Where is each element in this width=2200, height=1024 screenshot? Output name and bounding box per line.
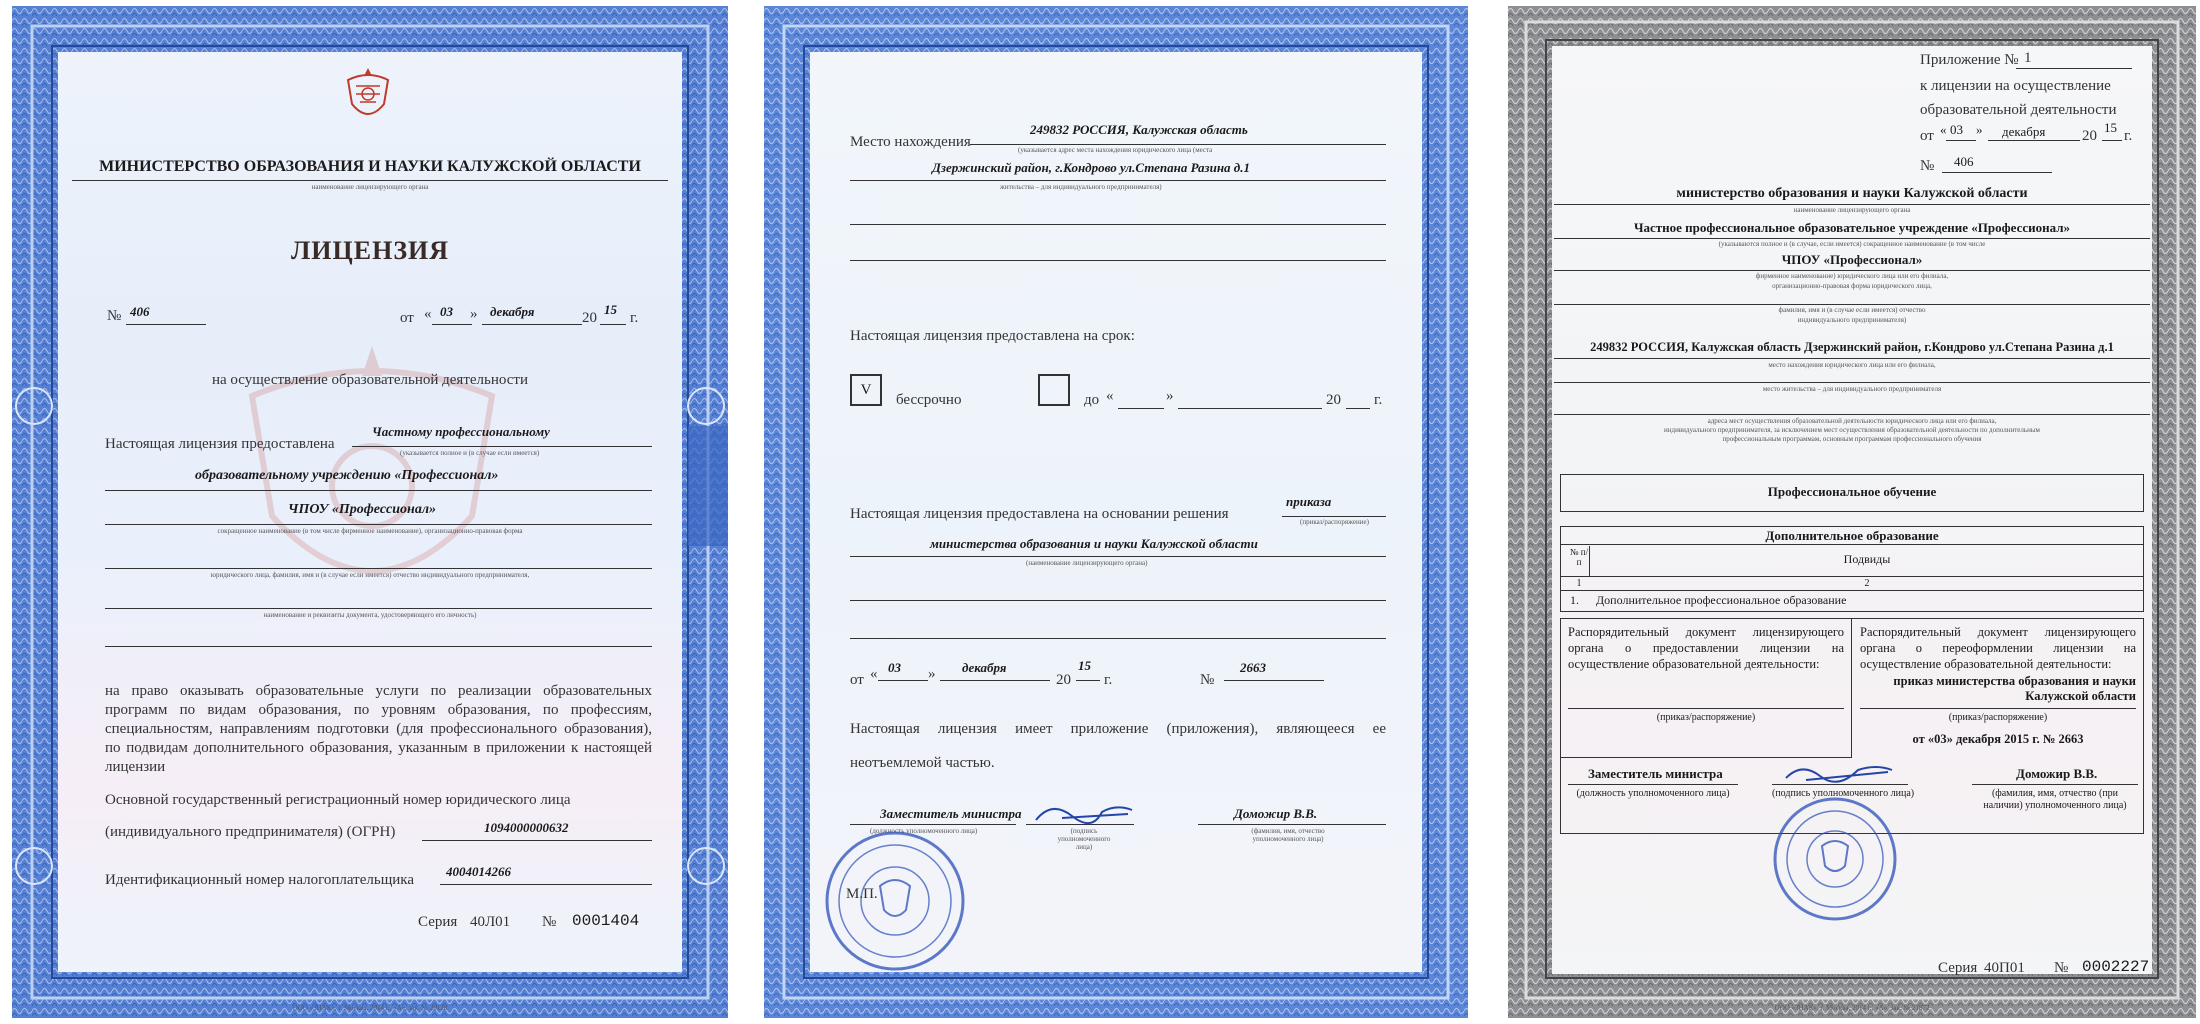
appendix-address-caption-2: место жительства – для индивидуального предпринимателя — [1762, 385, 1942, 393]
caption-signature: (подпись уполномоченного лица) — [1057, 827, 1111, 851]
doc-left-caption: (приказ/распоряжение) — [1656, 712, 1756, 723]
ministry-title: МИНИСТЕРСТВО ОБРАЗОВАНИЯ И НАУКИ КАЛУЖСКОЙ ОБЛАСТИ — [99, 158, 641, 175]
col2-number: 2 — [1864, 578, 1870, 589]
series-value: 40Л01 — [470, 914, 511, 930]
quote-open: « — [1106, 388, 1114, 404]
coat-of-arms-emblem — [338, 64, 398, 128]
caption-name: (фамилия, имя, отчество уполномоченного лица) — [1251, 827, 1325, 843]
professional-training-title: Профессиональное обучение — [1767, 484, 1937, 499]
activity-line: на осуществление образовательной деятельности — [211, 372, 529, 388]
decision-day: 03 — [888, 660, 901, 675]
holder-line2: образовательному учреждению «Профессионал» — [195, 468, 499, 483]
license-back-page: Место нахождения 249832 РОССИЯ, Калужская область (указывается адрес места нахождения юридического лица (места Дзержинский район, г.Кондрово ул.Степана Разина д.1 жительства – для индивидуального предпринимателя) Настоящая лицензия предоставлена на срок: V бессрочно до « » 20 г. Настоящая лицензия предоставлена на основании решения приказа (приказ/распоряжение) министерства образования и науки Калужской области (наименование лицензирующего органа) от « 03 » декабря 20 15 г. № 2663 Настоящая лицензия имеет приложение (приложения), являющееся ее неотъемлемой частью. Заместитель министра (должность уполномоченного лица) (подпись уполномоченного лица) Доможир В.В. (фамилия, имя, отчество уполномоченного лица) М.П. — [764, 6, 1468, 1018]
inn-value: 4004014266 — [446, 864, 511, 879]
until-year-suffix: г. — [1374, 392, 1383, 408]
decision-year-prefix: 20 — [1056, 672, 1071, 688]
decision-number: 2663 — [1240, 660, 1266, 675]
appendix-org-caption-3: организационно-правовая форма юридического лица, — [1772, 282, 1932, 290]
appendix-series-value: 40П01 — [1984, 960, 2025, 976]
appendix-address: 249832 РОССИЯ, Калужская область Дзержинский район, г.Кондрово ул.Степана Разина д.1 — [1590, 340, 2114, 354]
appendix-official-stamp — [1770, 794, 1900, 924]
number-label: № — [107, 308, 122, 324]
address-line1: 249832 РОССИЯ, Калужская область — [1030, 122, 1248, 137]
appendix-serial-number: 0002227 — [2082, 958, 2150, 976]
appendix-date-month: декабря — [2002, 124, 2046, 139]
appendix-places-caption-1: адреса мест осуществления образовательной деятельности юридического лица или его филиала, — [1707, 417, 1997, 425]
license-number: 406 — [130, 304, 150, 319]
appendix-org-caption-5: индивидуального предпринимателя) — [1797, 316, 1907, 324]
decision-year: 15 — [1078, 658, 1091, 673]
holder-caption1: (указывается полное и (в случае если имеется) — [400, 449, 540, 457]
date-year-prefix: 20 — [582, 310, 597, 326]
appendix-address-caption-1: место нахождения юридического лица или его филиала, — [1768, 361, 1936, 369]
holder-line3: ЧПОУ «Профессионал» — [288, 502, 437, 517]
caption-3: юридического лица, фамилия, имя и (в случае если имеется) отчество индивидуального предпринимателя, — [210, 571, 530, 579]
appendix-license-no-label: № — [1920, 158, 1935, 174]
doc-left-text: Распорядительный документ лицензирующего органа о предоставлении лицензии на осуществление образовательной деятельности: — [1568, 625, 1844, 671]
decision-year-suffix: г. — [1104, 672, 1113, 688]
printer-info: ООО «ЗНАК», г. Москва, 2014 г., «А», зак. № 20128 — [292, 1004, 448, 1012]
serial-number-label: № — [542, 914, 557, 930]
decision-month: декабря — [962, 660, 1007, 675]
appendix-line-3: образовательной деятельности — [1920, 102, 2117, 118]
appendix-org-caption-1: (указываются полное и (в случае, если имеется) сокращенное наименование (в том числе — [1718, 240, 1986, 248]
basis-document: приказа — [1286, 494, 1332, 509]
rights-text: на право оказывать образовательные услуги по реализации образовательных программ по видам образования, по уровням образования, по профессиям, специальностям, направлениям подготовки (для профессионального образования), по подвидам дополнительного образования, указанным в приложении к настоящей лицензии — [105, 683, 652, 775]
appendix-caption-position: (должность уполномоченного лица) — [1576, 788, 1730, 799]
indefinite-checkbox[interactable]: V — [850, 374, 882, 406]
serial-number: 0001404 — [572, 912, 640, 930]
signer-position: Заместитель министра — [880, 806, 1022, 821]
term-until-checkbox[interactable] — [1038, 374, 1070, 406]
address-line2: Дзержинский район, г.Кондрово ул.Степана Разина д.1 — [932, 160, 1251, 175]
term-label: Настоящая лицензия предоставлена на срок: — [850, 328, 1135, 344]
series-label: Серия — [418, 914, 458, 930]
address-caption: (указывается адрес места нахождения юридического лица (места — [1018, 146, 1213, 154]
caption-position: (должность уполномоченного лица) — [870, 827, 978, 835]
date-from-label: от — [400, 310, 414, 326]
date-month: декабря — [490, 304, 535, 319]
inn-label: Идентификационный номер налогоплательщика — [105, 872, 415, 888]
appendix-printer-info: ООО «ЗНАК», г. Москва, 2014 г., «А», зак. № 21872 — [1774, 1004, 1930, 1012]
location-label: Место нахождения — [850, 134, 971, 150]
license-page: МИНИСТЕРСТВО ОБРАЗОВАНИЯ И НАУКИ КАЛУЖСКОЙ ОБЛАСТИ наименование лицензирующего органа ЛИЦЕНЗИЯ № 406 от « 03 » декабря 20 15 г. на осуществление образовательной деятельности Настоящая лицензия предоставлена Частному профессиональному (указывается полное и (в случае если имеется) образовательному учреждению «Профессионал» ЧПОУ «Профессионал» сокращенное наименование (в том числе фирменное наименование), организационно-правовая форма юридического лица, фамилия, имя и (в случае если имеется) отчество индивидуального предпринимателя, наименование и реквизиты документа, удостоверяющего его личность) на право оказывать образовательные услуги по реализации образовательных программ по видам образования, по уровням образования, по профессиям, специальностям, направлениям подготовки (для профессионального образования), по подвидам дополнительного образования, указанным в приложении к настоящей лицензии Основной государственный регистрационный номер юридического лица (индивидуального предпринимателя) (ОГРН) 1094000000632 Идентификационный номер налогоплательщика 4004014266 Серия 40Л01 № 0001404 ООО «ЗНАК», г. Москва, 2014 г., «А», зак. № 20128 — [12, 6, 728, 1018]
appendix-signer-position: Заместитель министра — [1588, 766, 1723, 781]
appendix-note: Настоящая лицензия имеет приложение (приложения), являющееся ее неотъемлемой частью. — [850, 721, 1386, 771]
appendix-series-label: Серия — [1938, 960, 1978, 976]
until-label: до — [1084, 392, 1100, 408]
appendix-places-caption-2: индивидуального предпринимателя, за исключением мест осуществления образовательной деятельности по дополнительным — [1664, 426, 2040, 434]
caption-2: сокращенное наименование (в том числе фирменное наименование), организационно-правовая форма — [217, 527, 523, 535]
col1-number: 1 — [1576, 578, 1582, 589]
additional-education-title: Дополнительное образование — [1765, 528, 1939, 543]
appendix-year-prefix: 20 — [2082, 128, 2097, 144]
until-year-prefix: 20 — [1326, 392, 1341, 408]
appendix-org-caption-2: фирменное наименование) юридического лица или его филиала, — [1755, 272, 1949, 280]
appendix-ministry: министерство образования и науки Калужской области — [1676, 186, 2028, 201]
date-year: 15 — [604, 302, 617, 317]
row1-subtype: Дополнительное профессиональное образование — [1596, 593, 1847, 607]
holder-line1: Частному профессиональному — [372, 424, 550, 439]
appendix-org-caption-4: фамилия, имя и (в случае если имеется) отчество — [1778, 306, 1926, 314]
appendix-serial-no-label: № — [2054, 960, 2069, 976]
basis-org-caption: (наименование лицензирующего органа) — [1026, 559, 1148, 567]
appendix-page: Приложение № 1 к лицензии на осуществление образовательной деятельности от « 03 » декабря 20 15 г. № 406 министерство образования и науки Калужской области наименование лицензирующего органа Частное профессиональное образовательное учреждение «Профессионал» (указываются полное и (в случае, если имеется) сокращенное наименование (в том числе ЧПОУ «Профессионал» фирменное наименование) юридического лица или его филиала, организационно-правовая форма юридического лица, фамилия, имя и (в случае если имеется) отчество индивидуального предпринимателя) 249832 РОССИЯ, Калужская область Дзержинский район, г.Кондрово ул.Степана Разина д.1 место нахождения юридического лица или его филиала, место жительства – для индивидуального предпринимателя адреса мест осуществления образовательной деятельности юридического лица или его филиала, индивидуального предпринимателя, за исключением мест осуществления образовательной деятельности по дополнительным профессиональным программам, основным программам профессионального обучения Профессиональное обучение Дополнительное образование № п/п Подвиды 1 2 1. Дополнительное профессиональное образование Распорядительный документ лицензирующего органа о предоставлении лицензии на осуществление образовательной деятельности: (приказ/распоряжение) Распорядительный документ лицензирующего органа о переоформлении лицензии на осуществление образовательной деятельности: приказ министерства образования и науки Калужской области (приказ/распоряжение) от «03» декабря 2015 г. № 2663 Заместитель министра (должность уполномоченного лица) (подпись уполномоченного лица) Доможир В.В. (фамилия, имя, отчество (при наличии) уполномоченного лица) Серия 40П01 № 0002227 ООО «ЗНАК», г. Москва, 2014 г., «А», зак. № 21872 — [1508, 6, 2196, 1018]
appendix-date-day: 03 — [1950, 122, 1963, 137]
granted-label: Настоящая лицензия предоставлена — [105, 436, 335, 452]
appendix-year-suffix: г. — [2124, 128, 2133, 144]
appendix-ministry-caption: наименование лицензирующего органа — [1793, 206, 1911, 214]
appendix-date-from-label: от — [1920, 128, 1934, 144]
decision-number-label: № — [1200, 672, 1215, 688]
indefinite-label: бессрочно — [896, 392, 962, 408]
appendix-license-number: 406 — [1954, 154, 1974, 169]
col-no-header: № п/п — [1569, 547, 1589, 567]
appendix-label: Приложение № — [1920, 52, 2019, 68]
row1-number: 1. — [1570, 593, 1579, 607]
col-subtype-header: Подвиды — [1843, 552, 1891, 566]
date-day: 03 — [440, 304, 453, 319]
signer-name: Доможир В.В. — [1234, 806, 1318, 821]
basis-caption: (приказ/распоряжение) — [1300, 518, 1369, 526]
appendix-year: 15 — [2104, 120, 2117, 135]
license-title: ЛИЦЕНЗИЯ — [290, 236, 450, 265]
date-year-suffix: г. — [630, 310, 639, 326]
stamp-place-label: М.П. — [846, 886, 878, 902]
address-caption-2: жительства – для индивидуального предпринимателя) — [1000, 183, 1162, 191]
decision-from-label: от — [850, 672, 864, 688]
appendix-signer-name: Доможир В.В. — [2016, 766, 2098, 781]
official-stamp — [820, 826, 970, 976]
appendix-line-2: к лицензии на осуществление — [1920, 78, 2111, 94]
ministry-caption: наименование лицензирующего органа — [311, 183, 429, 191]
doc-right-caption: (приказ/распоряжение) — [1948, 712, 2048, 723]
doc-date: от «03» декабря 2015 г. № 2663 — [1912, 732, 2084, 746]
appendix-caption-signature: (подпись уполномоченного лица) — [1772, 788, 1915, 799]
ogrn-value: 1094000000632 — [484, 820, 569, 835]
appendix-caption-name: (фамилия, имя, отчество (при наличии) уполномоченного лица) — [1983, 788, 2127, 811]
doc-right-value: приказ министерства образования и науки Калужской области — [1893, 674, 2136, 703]
appendix-org-short: ЧПОУ «Профессионал» — [1781, 252, 1923, 267]
appendix-places-caption-3: профессиональным программам, основным программам профессионального обучения — [1722, 435, 1982, 443]
basis-label: Настоящая лицензия предоставлена на основании решения — [850, 506, 1229, 522]
doc-right-intro: Распорядительный документ лицензирующего органа о переоформлении лицензии на осуществление образовательной деятельности: — [1860, 625, 2136, 671]
basis-organization: министерства образования и науки Калужской области — [930, 536, 1258, 551]
quote-close: » — [1166, 388, 1174, 404]
appendix-org-full: Частное профессиональное образовательное учреждение «Профессионал» — [1633, 220, 2071, 235]
ogrn-label-2: (индивидуального предпринимателя) (ОГРН) — [105, 824, 396, 840]
ogrn-label-1: Основной государственный регистрационный номер юридического лица — [105, 792, 571, 808]
caption-4: наименование и реквизиты документа, удостоверяющего его личность) — [263, 611, 477, 619]
appendix-number: 1 — [2024, 50, 2032, 66]
